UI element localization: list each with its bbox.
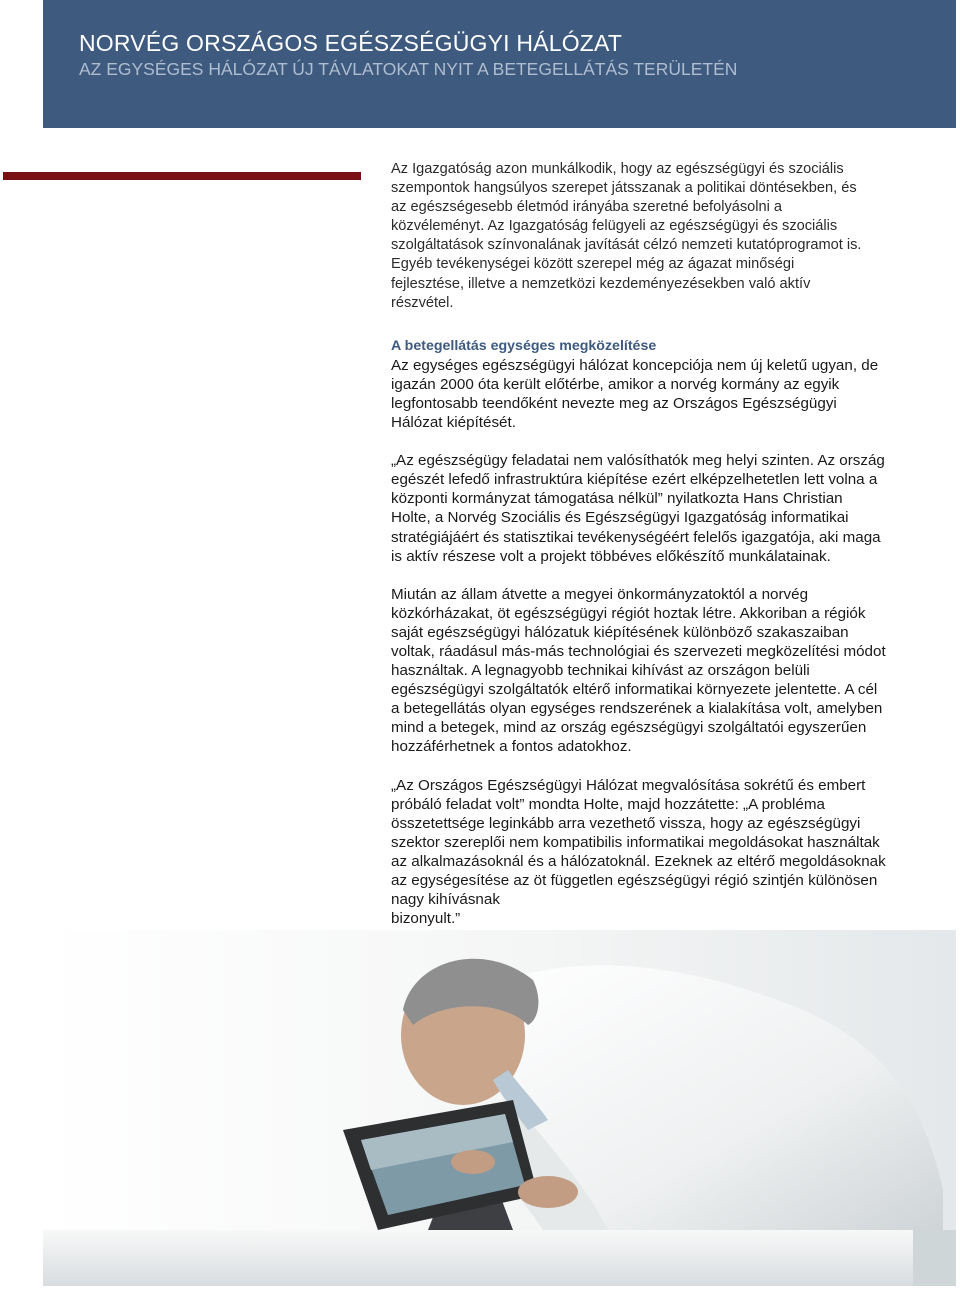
paragraph-2: „Az egészségügy feladatai nem valósíthatók meg helyi szinten. Az ország egészét lefedő infrastruktúra kiépítése ezért elképzelhetetlen lett volna a központi kormányzat támogatása nélkül” nyilatkozta Hans Christian Holte, a Norvég Szociális és Egészségügyi Igazgatóság informatikai stratégiájáért és statisztikai tevékenységéért felelős igazgatója, aki maga is aktív részese volt a projekt többéves előkészítő munkálatainak.	[391, 452, 885, 565]
accent-rule	[3, 172, 361, 180]
header-banner	[43, 0, 956, 128]
doctor-with-tablet-photo	[43, 930, 956, 1286]
intro-paragraph: Az Igazgatóság azon munkálkodik, hogy az egészségügyi és szociális szempontok hangsúlyos szerepet játsszanak a politikai döntésekben, és az egészségesebb életmód irányába szeretné befolyásolni a közvéleményt. Az Igazgatóság felügyeli az egészségügyi és szociális szolgáltatások színvonalának javítását célzó nemzeti kutatóprogramot is. Egyéb tevékenységei között szerepel még az ágazat minőségi fejlesztése, illetve a nemzetközi kezdeményezésekben való aktív részvétel.	[391, 161, 862, 311]
section-heading: A betegellátás egységes megközelítése	[391, 337, 657, 354]
page-subtitle: AZ EGYSÉGES HÁLÓZAT ÚJ TÁVLATOKAT NYIT A BETEGELLÁTÁS TERÜLETÉN	[79, 59, 738, 79]
page-title: NORVÉG ORSZÁGOS EGÉSZSÉGÜGYI HÁLÓZAT	[79, 30, 623, 56]
paragraph-1: Az egységes egészségügyi hálózat koncepciója nem új keletű ugyan, de igazán 2000 óta került előtérbe, amikor a norvég kormány az egyik legfontosabb teendőként nevezte meg az Országos Egészségügyi Hálózat kiépítését.	[391, 356, 879, 432]
paragraph-4: „Az Országos Egészségügyi Hálózat megvalósítása sokrétű és embert próbáló feladat volt” mondta Holte, majd hozzátette: „A probléma összetettsége leginkább arra vezethető vissza, hogy az egészségügyi szektor szereplői nem kompatibilis informatikai megoldásokat használtak az alkalmazásoknál és a hálózatoknál. Ezeknek az eltérő megoldásoknak az egységesítése az öt független egészségügyi régió szintjén különösen nagy kihívásnak bizonyult.”	[391, 776, 886, 928]
article-column	[391, 160, 931, 928]
paragraph-3: Miután az állam átvette a megyei önkormányzatoktól a norvég közkórházakat, öt egészségügyi régiót hoztak létre. Akkoriban a régiók saját egészségügyi hálózatuk kiépítésének különböző szakaszaiban voltak, ráadásul más-más technológiai és szervezeti megközelítési módot használtak. A legnagyobb technikai kihívást az országon belüli egészségügyi szolgáltatók eltérő informatikai környezete jelentette. A cél a betegellátás olyan egységes rendszerének a kialakítása volt, amelyben mind a betegek, mind az ország egészségügyi szolgáltatói egyszerűen hozzáférhetnek a fontos adatokhoz.	[391, 585, 886, 756]
